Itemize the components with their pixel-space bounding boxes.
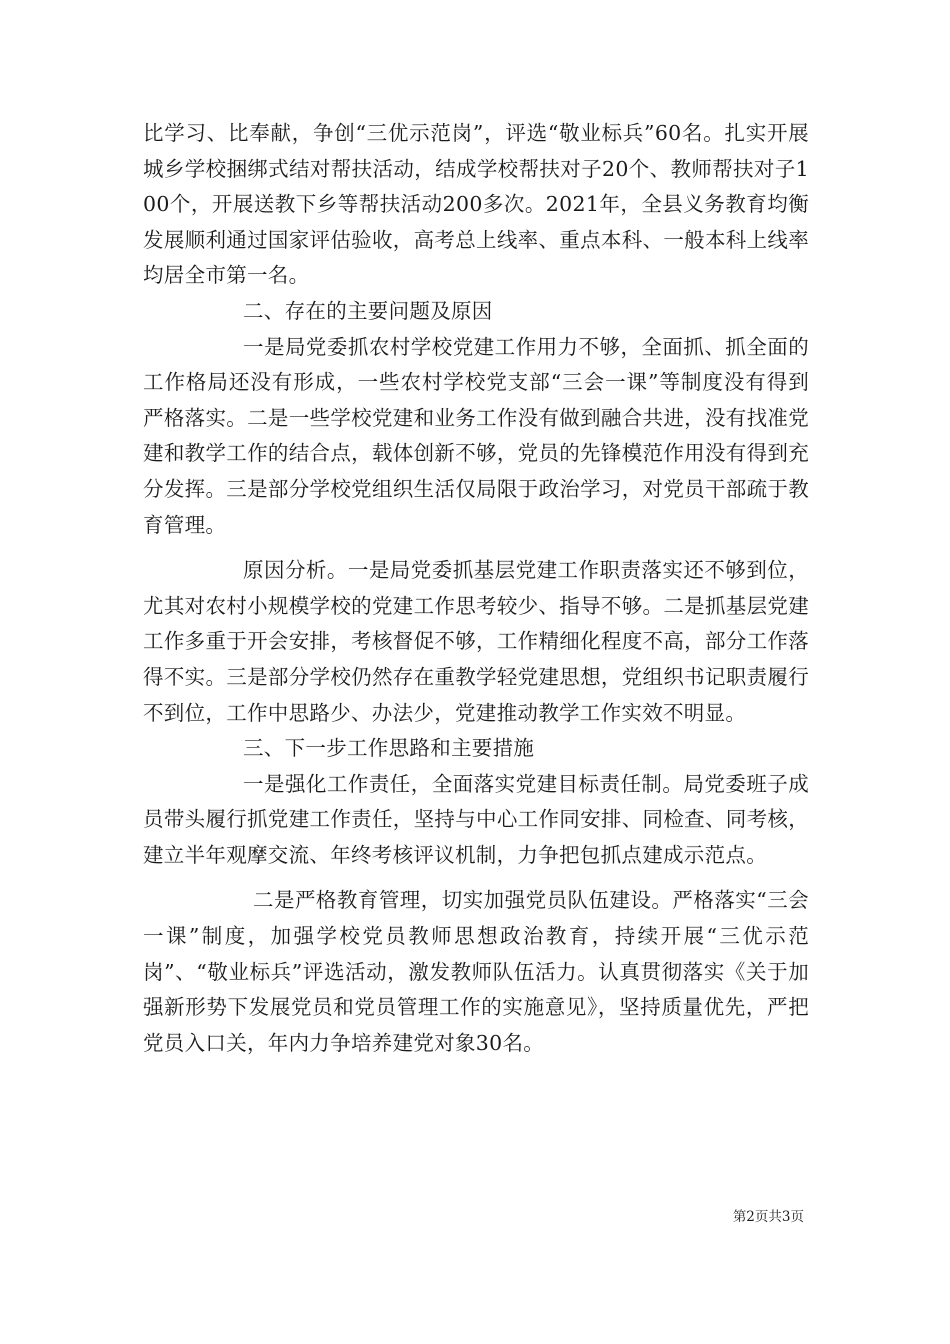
document-body (143, 116, 809, 1061)
paragraph-measure-two: 二是严格教育管理，切实加强党员队伍建设。严格落实“三会一课”制度，加强学校党员教师思想政治教育，持续开展“三优示范岗”、“敬业标兵”评选活动，激发教师队伍活力。认真贯彻落实《关于加强新形势下发展党员和党员管理工作的实施意见》，坚持质量优先，严把党员入口关，年内力争培养建党对象30名。 (143, 888, 809, 1055)
paragraph-cause-analysis: 原因分析。一是局党委抓基层党建工作职责落实还不够到位，尤其对农村小规模学校的党建工作思考较少、指导不够。二是抓基层党建工作多重于开会安排，考核督促不够，工作精细化程度不高，部分工作落得不实。三是部分学校仍然存在重教学轻党建思想，党组织书记职责履行不到位，工作中思路少、办法少，党建推动教学工作实效不明显。 (143, 558, 809, 725)
page-number-footer: 第2页共3页 (732, 1209, 804, 1225)
section-heading-problems: 二、存在的主要问题及原因 (243, 298, 493, 323)
paragraph-measure-one: 一是强化工作责任，全面落实党建目标责任制。局党委班子成员带头履行抓党建工作责任，坚持与中心工作同安排、同检查、同考核，建立半年观摩交流、年终考核评议机制，力争把包抓点建成示范点。 (143, 771, 809, 867)
paragraph-continued: 比学习、比奉献，争创“三优示范岗”，评选“敬业标兵”60名。扎实开展城乡学校捆绑式结对帮扶活动，结成学校帮扶对子20个、教师帮扶对子100个，开展送教下乡等帮扶活动200多次。2021年，全县义务教育均衡发展顺利通过国家评估验收，高考总上线率、重点本科、一般本科上线率均居全市第一名。 (143, 121, 809, 288)
section-heading-next-steps: 三、下一步工作思路和主要措施 (243, 736, 535, 761)
paragraph-problems: 一是局党委抓农村学校党建工作用力不够，全面抓、抓全面的工作格局还没有形成，一些农村学校党支部“三会一课”等制度没有得到严格落实。二是一些学校党建和业务工作没有做到融合共进，没有找准党建和教学工作的结合点，载体创新不够，党员的先锋模范作用没有得到充分发挥。三是部分学校党组织生活仅局限于政治学习，对党员干部疏于教育管理。 (143, 334, 809, 537)
